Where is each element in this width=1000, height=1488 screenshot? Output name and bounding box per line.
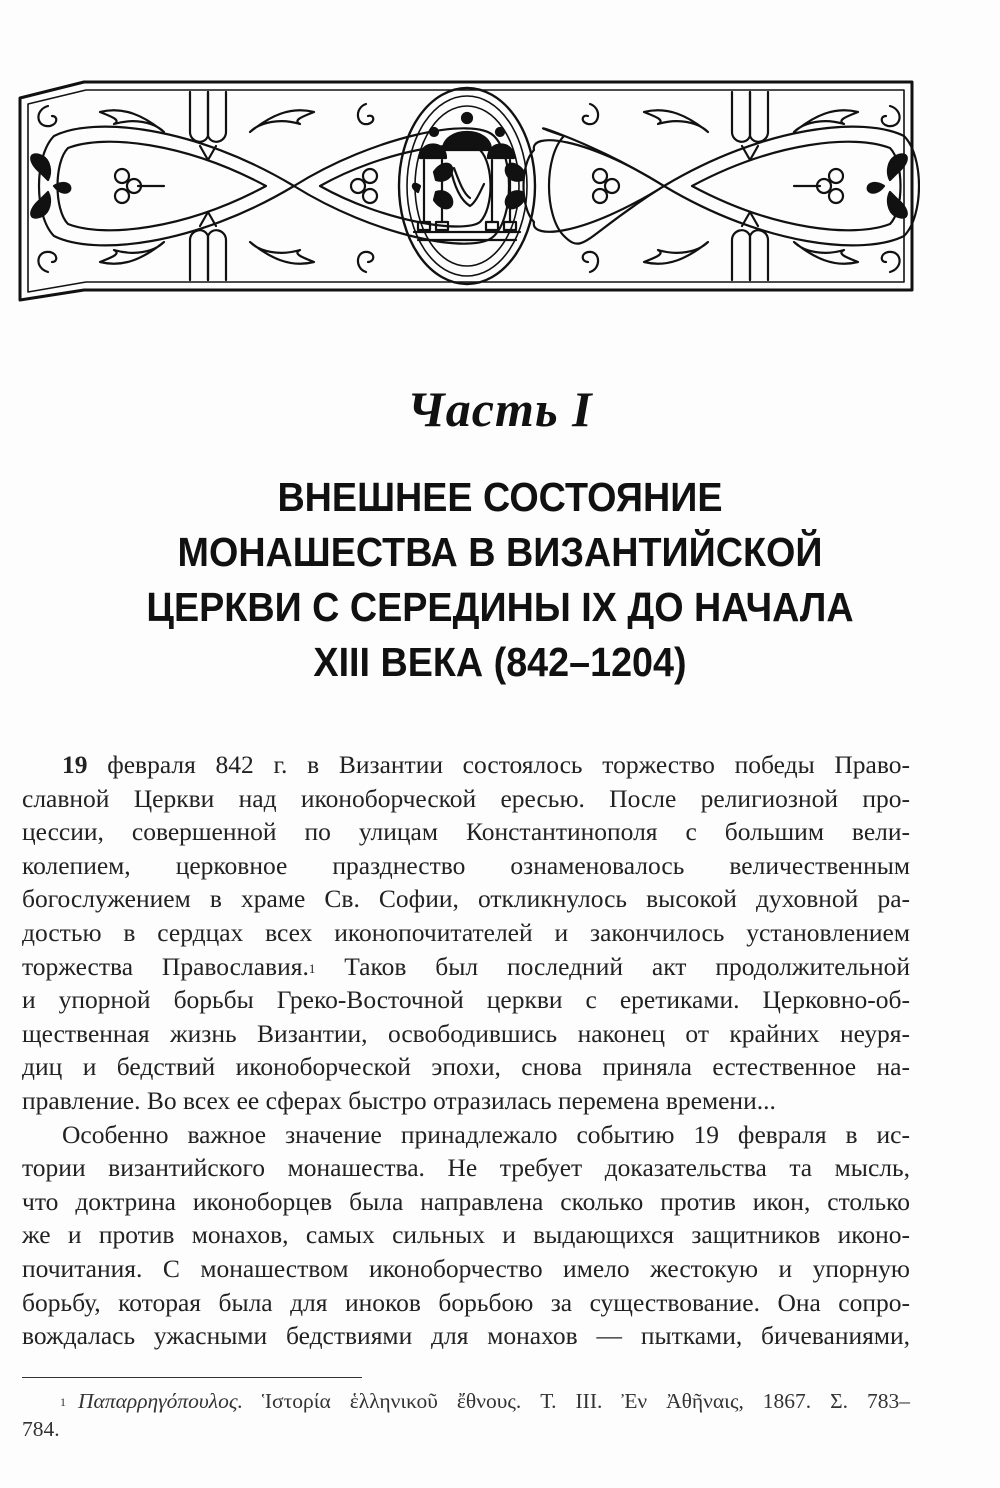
footnote-divider bbox=[22, 1377, 362, 1378]
chapter-title bbox=[58, 470, 941, 690]
body-text bbox=[22, 748, 910, 1353]
text-line: почитания. С монашеством иконоборчество имело жестокую и упорную bbox=[22, 1253, 910, 1283]
text-line: колепием, церковное празднество ознаменовалось величественным bbox=[22, 850, 910, 880]
text-line: славной Церкви над иконоборческой ересью. После религиозной про- bbox=[22, 783, 910, 813]
text-line: цессии, совершенной по улицам Константинополя с большим вели- bbox=[22, 817, 910, 847]
footnote-author: Παπαρρηγόπουλος. bbox=[78, 1389, 243, 1413]
footnote-line: 784. bbox=[22, 1417, 60, 1441]
part-title: Часть I bbox=[407, 381, 593, 437]
text-line: тории византийского монашества. Не требует доказательства та мысль, bbox=[22, 1153, 910, 1183]
text-line: борьбу, которая была для иноков борьбою за существование. Она сопро- bbox=[22, 1287, 910, 1317]
text-line: вождалась ужасными бедствиями для монахов — пытками, бичеваниями, bbox=[22, 1321, 910, 1351]
text-line: Особенно важное значение принадлежало событию 19 февраля в ис- bbox=[62, 1119, 910, 1149]
footnote-mark: 1 bbox=[60, 1395, 66, 1409]
footnote-line: $^1$ Παπαρρηγόπουλος. Ἱστορία ἑλληνικοῦ ἔθνους. Т. III. Ἐν Ἀθῆναις, 1867. Σ. 783– bbox=[60, 1389, 910, 1413]
text-line: что доктрина иконоборцев была направлена сколько против икон, столько bbox=[22, 1186, 910, 1216]
lead-date-number: 19 bbox=[62, 750, 88, 779]
text-line: правление. Во всех ее сферах быстро отразилась перемена времени... bbox=[22, 1085, 776, 1115]
text-line: богослужением в храме Св. Софии, откликнулось высокой духовной ра- bbox=[22, 884, 910, 914]
text-line: достью в сердцах всех иконопочитателей и закончилось установлением bbox=[22, 917, 910, 947]
chapter-title-line: МОНАШЕСТВА В ВИЗАНТИЙСКОЙ bbox=[177, 529, 823, 575]
chapter-title-line: XIII ВЕКА (842–1204) bbox=[313, 639, 687, 685]
footnote bbox=[22, 1387, 910, 1443]
byzantine-ornament-headpiece-icon bbox=[14, 76, 920, 302]
text-line: и упорной борьбы Греко-Восточной церкви с еретиками. Церковно-об- bbox=[22, 985, 910, 1015]
text-line: торжества Православия.$^1$ Таков был последний акт продолжительной bbox=[22, 951, 910, 981]
text-line: щественная жизнь Византии, освободившись наконец от крайних неуря- bbox=[22, 1018, 910, 1048]
footnote-reference[interactable]: 1 bbox=[308, 960, 316, 976]
text-line: диц и бедствий иконоборческой эпохи, снова приняла естественное на- bbox=[22, 1052, 910, 1082]
text-line: 19 февраля 842 г. в Византии состоялось торжество победы Право- bbox=[62, 750, 910, 779]
chapter-title-line: ВНЕШНЕЕ СОСТОЯНИЕ bbox=[277, 474, 723, 520]
text-line: же и против монахов, самых сильных и выдающихся защитников иконо- bbox=[22, 1220, 910, 1250]
chapter-title-line: ЦЕРКВИ С СЕРЕДИНЫ IX ДО НАЧАЛА bbox=[146, 584, 854, 630]
